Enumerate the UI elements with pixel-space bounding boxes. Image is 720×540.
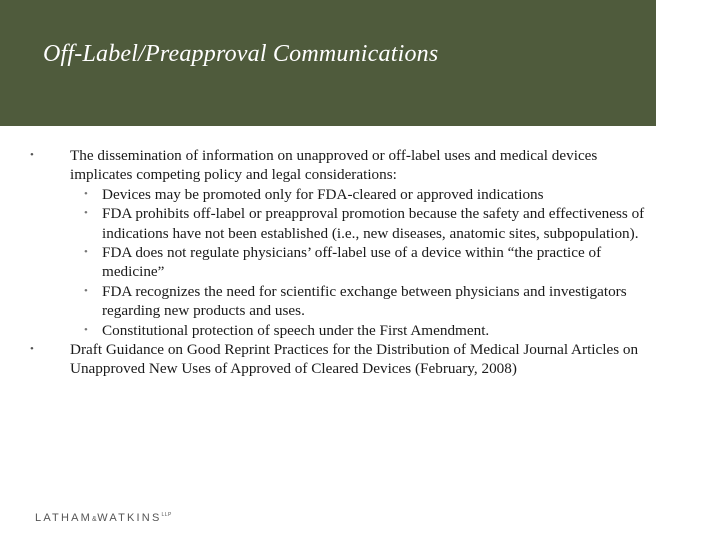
sub-bullet-text: FDA recognizes the need for scientific exchange between physicians and investigators regarding new products and uses. bbox=[102, 282, 627, 320]
sub-bullet-item bbox=[70, 321, 660, 340]
logo-ampersand: & bbox=[92, 516, 98, 523]
bullet-text: Draft Guidance on Good Reprint Practices for the Distribution of Medical Journal Articles on Unapproved New Uses of Approved of Cleared Devices (February, 2008) bbox=[70, 341, 639, 378]
sub-bullet-item bbox=[70, 243, 660, 282]
title-bar bbox=[0, 0, 656, 126]
bullet-text: The dissemination of information on unapproved or off-label uses and medical devices implicates competing policy and legal considerations: bbox=[70, 147, 598, 184]
sub-bullet-icon: • bbox=[84, 207, 88, 220]
sub-bullet-list bbox=[70, 185, 660, 340]
bullet-item bbox=[30, 146, 660, 340]
bullet-icon: • bbox=[30, 343, 34, 356]
sub-bullet-icon: • bbox=[84, 284, 88, 297]
logo-right: WATKINS bbox=[97, 512, 162, 524]
sub-bullet-item bbox=[70, 185, 660, 204]
bullet-list bbox=[30, 146, 660, 379]
sub-bullet-item bbox=[70, 282, 660, 321]
sub-bullet-item bbox=[70, 204, 660, 243]
sub-bullet-icon: • bbox=[84, 187, 88, 200]
sub-bullet-text: Devices may be promoted only for FDA-cleared or approved indications bbox=[102, 185, 544, 203]
bullet-icon: • bbox=[30, 149, 34, 161]
sub-bullet-text: Constitutional protection of speech under the First Amendment. bbox=[102, 321, 490, 339]
sub-bullet-text: FDA prohibits off-label or preapproval promotion because the safety and effectiveness of indications have not been established (i.e., new diseases, anatomic sites, subpopulation). bbox=[102, 205, 645, 242]
logo-suffix: LLP bbox=[161, 512, 172, 518]
sub-bullet-text: FDA does not regulate physicians’ off-label use of a device within “the practice of medicine” bbox=[102, 244, 602, 281]
slide-content bbox=[30, 146, 660, 379]
sub-bullet-icon: • bbox=[84, 246, 88, 259]
company-logo bbox=[35, 512, 172, 524]
bullet-item bbox=[30, 340, 660, 379]
sub-bullet-icon: • bbox=[84, 323, 88, 336]
logo-left: LATHAM bbox=[35, 512, 93, 524]
slide-title: Off-Label/Preapproval Communications bbox=[43, 41, 439, 67]
